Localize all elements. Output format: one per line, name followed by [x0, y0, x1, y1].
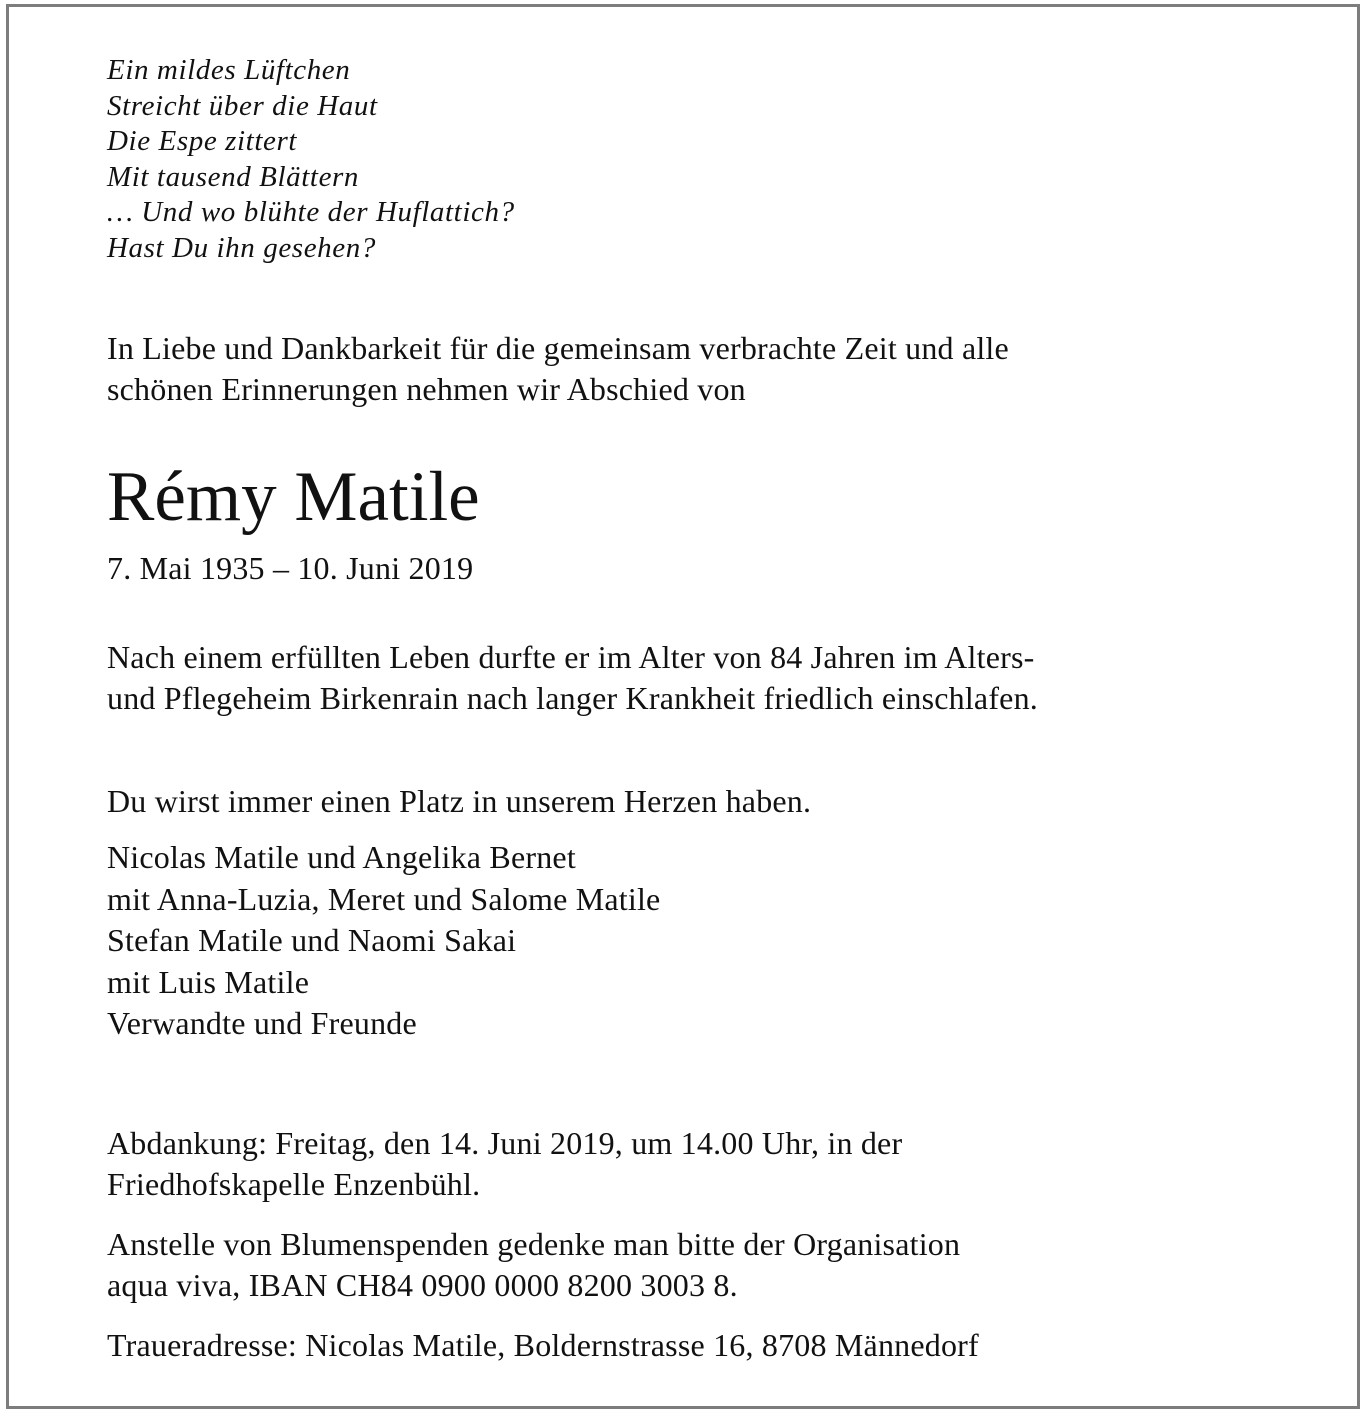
- life-line: und Pflegeheim Birkenrain nach langer Krankheit friedlich einschlafen.: [107, 680, 1038, 716]
- donation-info: [107, 1224, 960, 1306]
- service-line: Friedhofskapelle Enzenbühl.: [107, 1166, 481, 1202]
- service-line: Abdankung: Freitag, den 14. Juni 2019, um 14.00 Uhr, in der: [107, 1125, 903, 1161]
- service-info: [107, 1123, 902, 1205]
- mourner-line: mit Luis Matile: [107, 963, 310, 1000]
- poem-line: Ein mildes Lüftchen: [107, 54, 351, 86]
- heart-sentence: Du wirst immer einen Platz in unserem Herzen haben.: [107, 783, 812, 819]
- poem: [107, 53, 515, 267]
- intro-line: schönen Erinnerungen nehmen wir Abschied von: [107, 371, 746, 407]
- poem-line: Streicht über die Haut: [107, 89, 378, 122]
- poem-line: Hast Du ihn gesehen?: [107, 231, 376, 264]
- poem-line: Die Espe zittert: [107, 125, 298, 158]
- intro-line: In Liebe und Dankbarkeit für die gemeinsam verbrachte Zeit und alle: [107, 330, 1009, 366]
- mourners-list: [107, 837, 660, 1045]
- mourner-line: Nicolas Matile und Angelika Bernet: [107, 839, 576, 875]
- life-dates: 7. Mai 1935 – 10. Juni 2019: [107, 550, 474, 586]
- donation-line: Anstelle von Blumenspenden gedenke man bitte der Organisation: [107, 1226, 961, 1262]
- life-paragraph: [107, 637, 1038, 719]
- poem-line: … Und wo blühte der Huflattich?: [107, 196, 515, 229]
- mourning-address: Traueradresse: Nicolas Matile, Boldernstrasse 16, 8708 Männedorf: [107, 1327, 979, 1363]
- mourner-line: Verwandte und Freunde: [107, 1005, 417, 1041]
- life-line: Nach einem erfüllten Leben durfte er im Alter von 84 Jahren im Alters-: [107, 639, 1035, 675]
- poem-line: Mit tausend Blättern: [107, 160, 360, 193]
- intro-paragraph: [107, 328, 1009, 410]
- deceased-name: Rémy Matile: [107, 458, 480, 536]
- mourner-line: Stefan Matile und Naomi Sakai: [107, 922, 517, 958]
- mourner-line: mit Anna-Luzia, Meret und Salome Matile: [107, 880, 661, 917]
- donation-line: aqua viva, IBAN CH84 0900 0000 8200 3003 8.: [107, 1267, 738, 1303]
